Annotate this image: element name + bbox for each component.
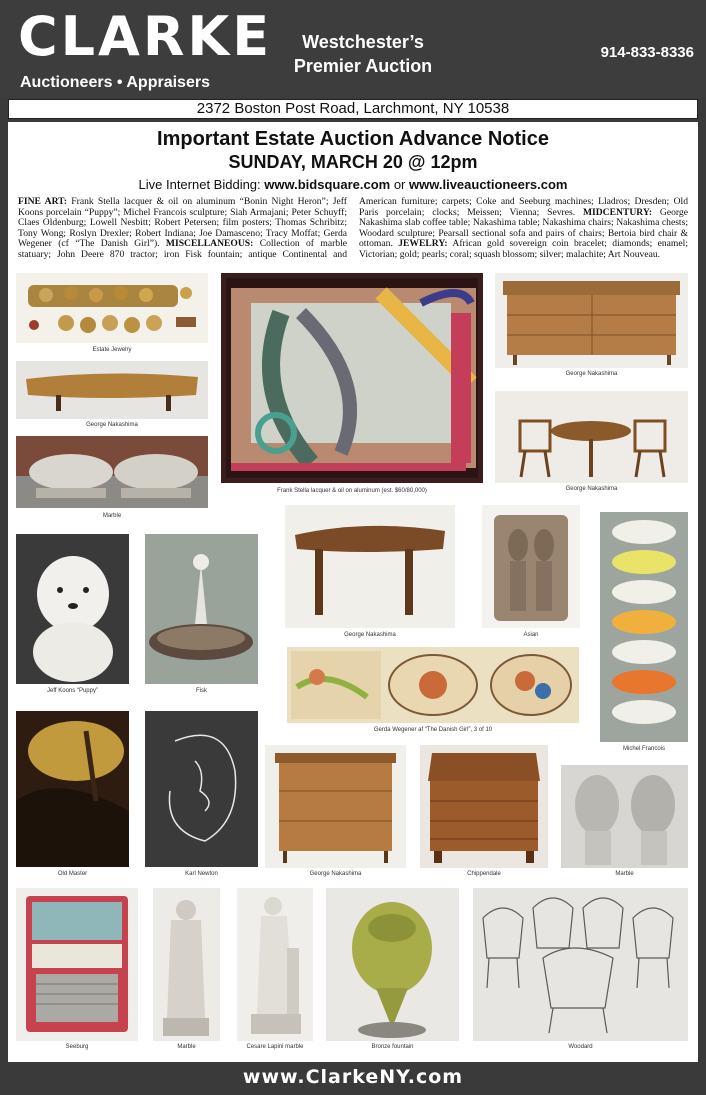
caption-statue2: Cesare Lapini marble <box>246 1044 304 1050</box>
caption-dining: George Nakashima <box>565 486 618 492</box>
lions-image <box>16 436 208 508</box>
misc-label: MISCELLANEOUS: <box>165 238 254 250</box>
spiral-image <box>600 512 688 742</box>
statue1-image <box>153 888 220 1041</box>
photo-seeburg-jukebox[interactable] <box>16 888 138 1041</box>
photo-koons-puppy[interactable] <box>16 534 129 684</box>
fine-art-label: FINE ART: <box>18 196 68 207</box>
caption-statue1: Marble <box>177 1044 196 1050</box>
photo-asian-sculpture[interactable] <box>482 505 580 628</box>
table-image <box>285 505 455 628</box>
jukebox-image <box>16 888 138 1041</box>
photo-marble-lions[interactable] <box>16 436 208 508</box>
caption-table: George Nakashima <box>344 632 396 638</box>
jewelry-label: JEWELRY: <box>398 238 448 250</box>
jewelry-text: African gold sovereign coin bracelet; diamonds; enamel; Victorian; gold; pearls; coral; squash blossom; silver; malachite; Art Nouveau. <box>359 238 688 260</box>
puppy-image <box>16 534 129 684</box>
wegener-image <box>287 647 579 723</box>
caption-puppy: Jeff Koons “Puppy” <box>47 688 98 694</box>
lowchest-image <box>265 745 406 868</box>
fish-image <box>326 888 459 1041</box>
photo-lapini-statue[interactable] <box>237 888 313 1041</box>
dining-image <box>495 391 688 483</box>
midcentury-text: George Nakashima slab coffee table; Nakashima table; Nakashima chairs; Nakashima chests; Woodard sculpture; Pearsall sectional sofa and pairs of chairs; Bertoia bird chair & ottoman. <box>359 206 688 250</box>
liveauctioneers-link[interactable]: www.liveauctioneers.com <box>409 177 568 192</box>
caption-chippendale: Chippendale <box>467 871 501 877</box>
photo-nakashima-low-chest[interactable] <box>265 745 406 868</box>
caption-asian: Asian <box>523 632 539 638</box>
photo-old-master[interactable] <box>16 711 129 867</box>
photo-slab-table[interactable] <box>16 361 208 419</box>
photo-woodard-chairs[interactable] <box>473 888 688 1041</box>
auction-date: SUNDAY, MARCH 20 @ 12pm <box>228 152 478 172</box>
caption-woodard: Woodard <box>568 1044 593 1050</box>
fisk-image <box>145 534 258 684</box>
caption-spiral: Michel Francois <box>622 746 665 752</box>
tagline <box>278 30 448 78</box>
main-panel <box>8 122 698 1062</box>
angels-image <box>561 765 688 868</box>
description-text <box>18 197 688 261</box>
photo-nakashima-table[interactable] <box>285 505 455 628</box>
chippendale-image <box>420 745 548 868</box>
fine-art-text: Frank Stella lacquer & oil on aluminum “Bonin Night Heron”; Jeff Koons porcelain “Puppy”; Michel Francois sculpture; Siah Armajani; Peter Schuyff; Claes Oldenburg; Lowell Nesbitt; Robert Petersen; film posters; Thomas Schribitz; Tony Wong; Roslyn Drexler; Robert Indiana; Joe Damasceno; Tracy Moffat; Gerda Wegener (cf “The Danish Girl”). <box>18 196 347 250</box>
photo-spiral-sculpture[interactable] <box>600 512 688 742</box>
photo-marble-angels[interactable] <box>561 765 688 868</box>
tagline-line2: Premier Auction <box>293 56 433 76</box>
statue2-image <box>237 888 313 1041</box>
photo-dining-set[interactable] <box>495 391 688 483</box>
bidsquare-link[interactable]: www.bidsquare.com <box>264 177 391 192</box>
misc-text: Collection of marble statuary; John Deere 870 tractor; iron Fisk fountain; antique Continental and American furniture; carpets; Coke and Seeburg machines; Lladros; Dresden; Old Paris porcelain; clocks; Meissen; Vienna; Sevres. <box>18 196 688 260</box>
caption-angels: Marble <box>615 871 634 877</box>
woodard-image <box>473 888 688 1041</box>
page-title: Important Estate Auction Advance Notice <box>157 128 549 150</box>
photo-bronze-fountain[interactable] <box>326 888 459 1041</box>
stella-image <box>221 273 483 483</box>
jewelry-image <box>16 273 208 343</box>
caption-chest-top: George Nakashima <box>565 371 618 377</box>
portrait-image <box>145 711 258 867</box>
caption-fisk: Fisk <box>196 688 207 694</box>
bidding-or: or <box>390 177 409 192</box>
brand-logo[interactable]: CLARKE <box>18 5 273 68</box>
brand-subtitle: Auctioneers • Appraisers <box>20 74 210 91</box>
tagline-line1: Westchester’s <box>302 32 424 52</box>
caption-lions: Marble <box>102 513 122 519</box>
photo-chippendale[interactable] <box>420 745 548 868</box>
chest-image <box>495 273 688 368</box>
bidding-prefix: Live Internet Bidding: <box>138 177 265 192</box>
caption-nesbitt: Karl Newton <box>185 871 218 877</box>
photo-marble-statue[interactable] <box>153 888 220 1041</box>
caption-jukebox: Seeburg <box>65 1044 89 1050</box>
photo-fisk-fountain[interactable] <box>145 534 258 684</box>
midcentury-label: MIDCENTURY: <box>582 206 653 218</box>
caption-jewelry: Estate Jewelry <box>92 347 132 353</box>
photo-line-portrait[interactable] <box>145 711 258 867</box>
asian-image <box>482 505 580 628</box>
caption-stella: Frank Stella lacquer & oil on aluminum (est. $60/80,000) <box>277 488 427 494</box>
slab-image <box>16 361 208 419</box>
caption-low-chest: George Nakashima <box>309 871 362 877</box>
caption-slab: George Nakashima <box>86 422 138 428</box>
photo-jewelry[interactable] <box>16 273 208 343</box>
photo-stella[interactable] <box>221 273 483 483</box>
photo-wegener[interactable] <box>287 647 579 723</box>
address-bar: 2372 Boston Post Road, Larchmont, NY 10538 <box>8 99 698 119</box>
caption-oldmaster: Old Master <box>57 871 88 877</box>
bidding-line <box>8 177 698 192</box>
caption-fish: Bronze fountain <box>371 1044 414 1050</box>
caption-wegener: Gerda Wegener af “The Danish Girl”, 3 of 10 <box>373 727 493 733</box>
footer-website[interactable]: www.ClarkeNY.com <box>242 1066 464 1088</box>
header <box>0 0 706 98</box>
photo-nakashima-chest[interactable] <box>495 273 688 368</box>
phone-number[interactable]: 914-833-8336 <box>600 44 694 61</box>
oldmaster-image <box>16 711 129 867</box>
